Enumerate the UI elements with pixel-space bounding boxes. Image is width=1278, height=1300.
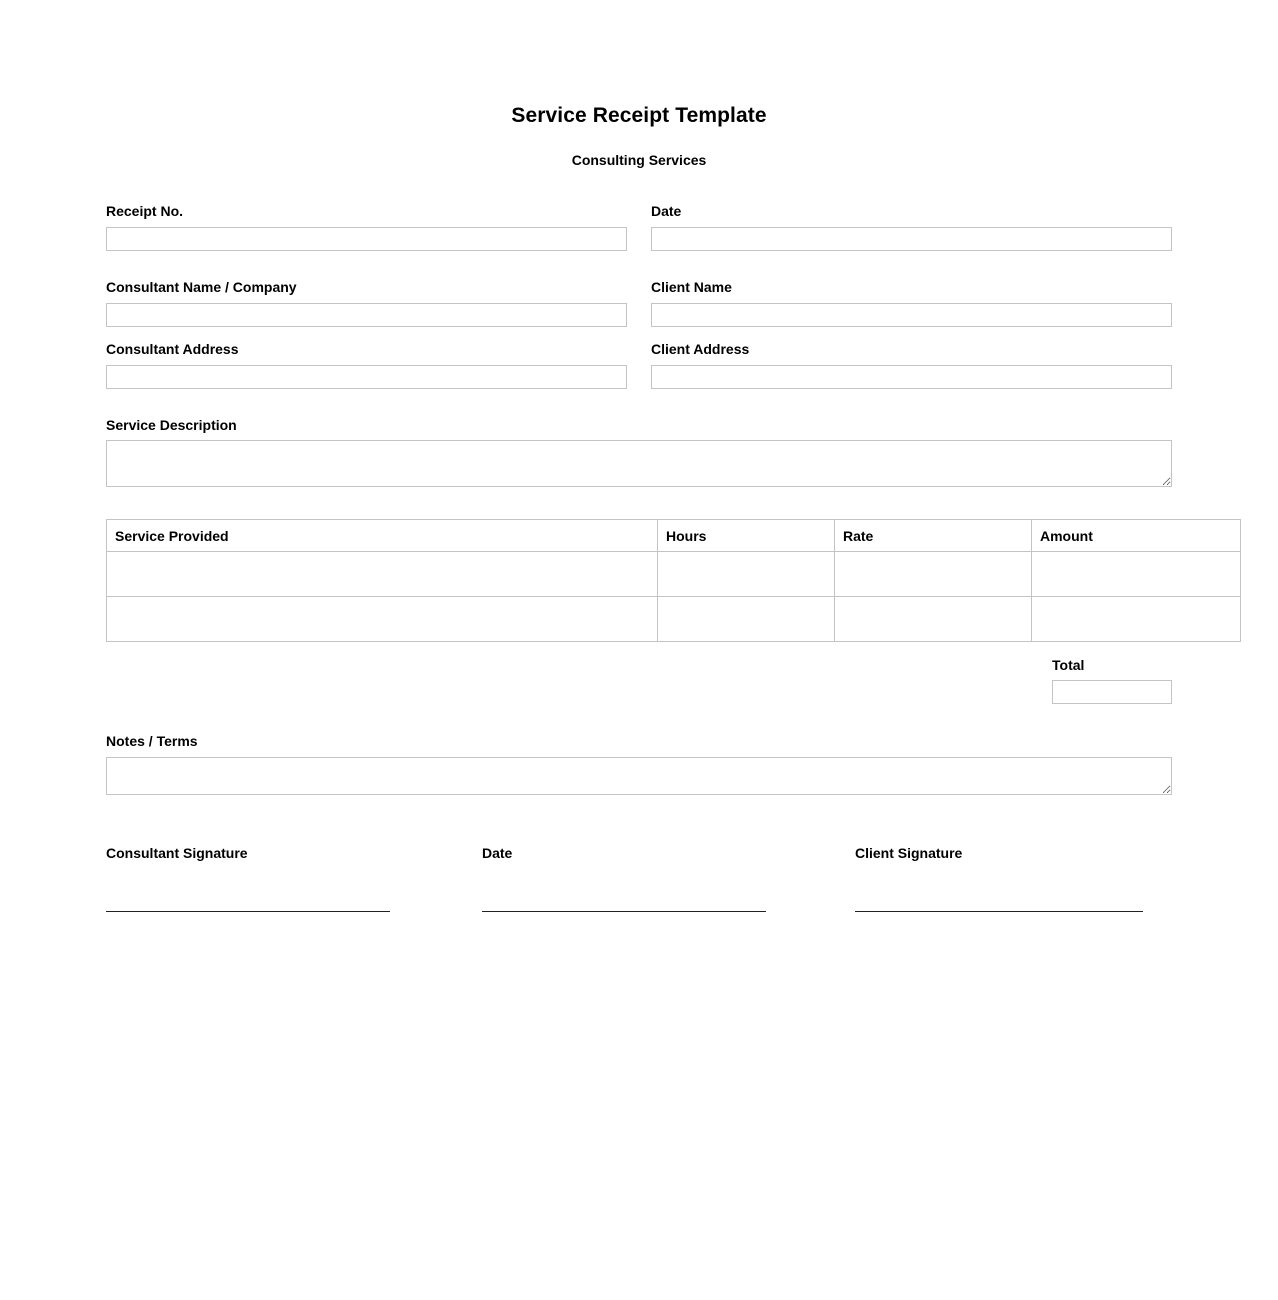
consultant-address-label: Consultant Address	[106, 341, 239, 357]
consultant-name-input[interactable]	[106, 303, 627, 327]
date-label: Date	[651, 203, 682, 219]
column-header-rate: Rate	[835, 520, 1032, 552]
client-address-input[interactable]	[651, 365, 1172, 389]
service-items-table	[106, 519, 1241, 642]
service-description-label: Service Description	[106, 417, 237, 433]
cell-hours[interactable]	[658, 552, 835, 597]
consultant-signature-label: Consultant Signature	[106, 845, 248, 861]
client-signature-label: Client Signature	[855, 845, 963, 861]
service-description-textarea[interactable]	[106, 440, 1172, 487]
date-input[interactable]	[651, 227, 1172, 251]
cell-service-provided[interactable]	[107, 552, 658, 597]
notes-terms-textarea[interactable]	[106, 757, 1172, 795]
cell-amount[interactable]	[1032, 597, 1241, 642]
client-address-label: Client Address	[651, 341, 750, 357]
consultant-address-input[interactable]	[106, 365, 627, 389]
table-row[interactable]	[107, 597, 1241, 642]
signature-date-label: Date	[482, 845, 513, 861]
consultant-name-label: Consultant Name / Company	[106, 279, 297, 295]
receipt-no-label: Receipt No.	[106, 203, 184, 219]
notes-terms-label: Notes / Terms	[106, 733, 198, 749]
client-name-label: Client Name	[651, 279, 732, 295]
client-name-input[interactable]	[651, 303, 1172, 327]
column-header-amount: Amount	[1032, 520, 1241, 552]
signature-date-line[interactable]	[482, 911, 766, 912]
page-title: Service Receipt Template	[511, 104, 767, 127]
table-row[interactable]	[107, 552, 1241, 597]
column-header-hours: Hours	[658, 520, 835, 552]
consultant-signature-line[interactable]	[106, 911, 390, 912]
table-header-row	[107, 520, 1241, 552]
cell-service-provided[interactable]	[107, 597, 658, 642]
column-header-service-provided: Service Provided	[107, 520, 658, 552]
receipt-no-input[interactable]	[106, 227, 627, 251]
client-signature-line[interactable]	[855, 911, 1143, 912]
cell-hours[interactable]	[658, 597, 835, 642]
total-input[interactable]	[1052, 680, 1172, 704]
cell-rate[interactable]	[835, 552, 1032, 597]
cell-rate[interactable]	[835, 597, 1032, 642]
page-subtitle: Consulting Services	[571, 152, 707, 168]
cell-amount[interactable]	[1032, 552, 1241, 597]
total-label: Total	[1052, 657, 1085, 673]
